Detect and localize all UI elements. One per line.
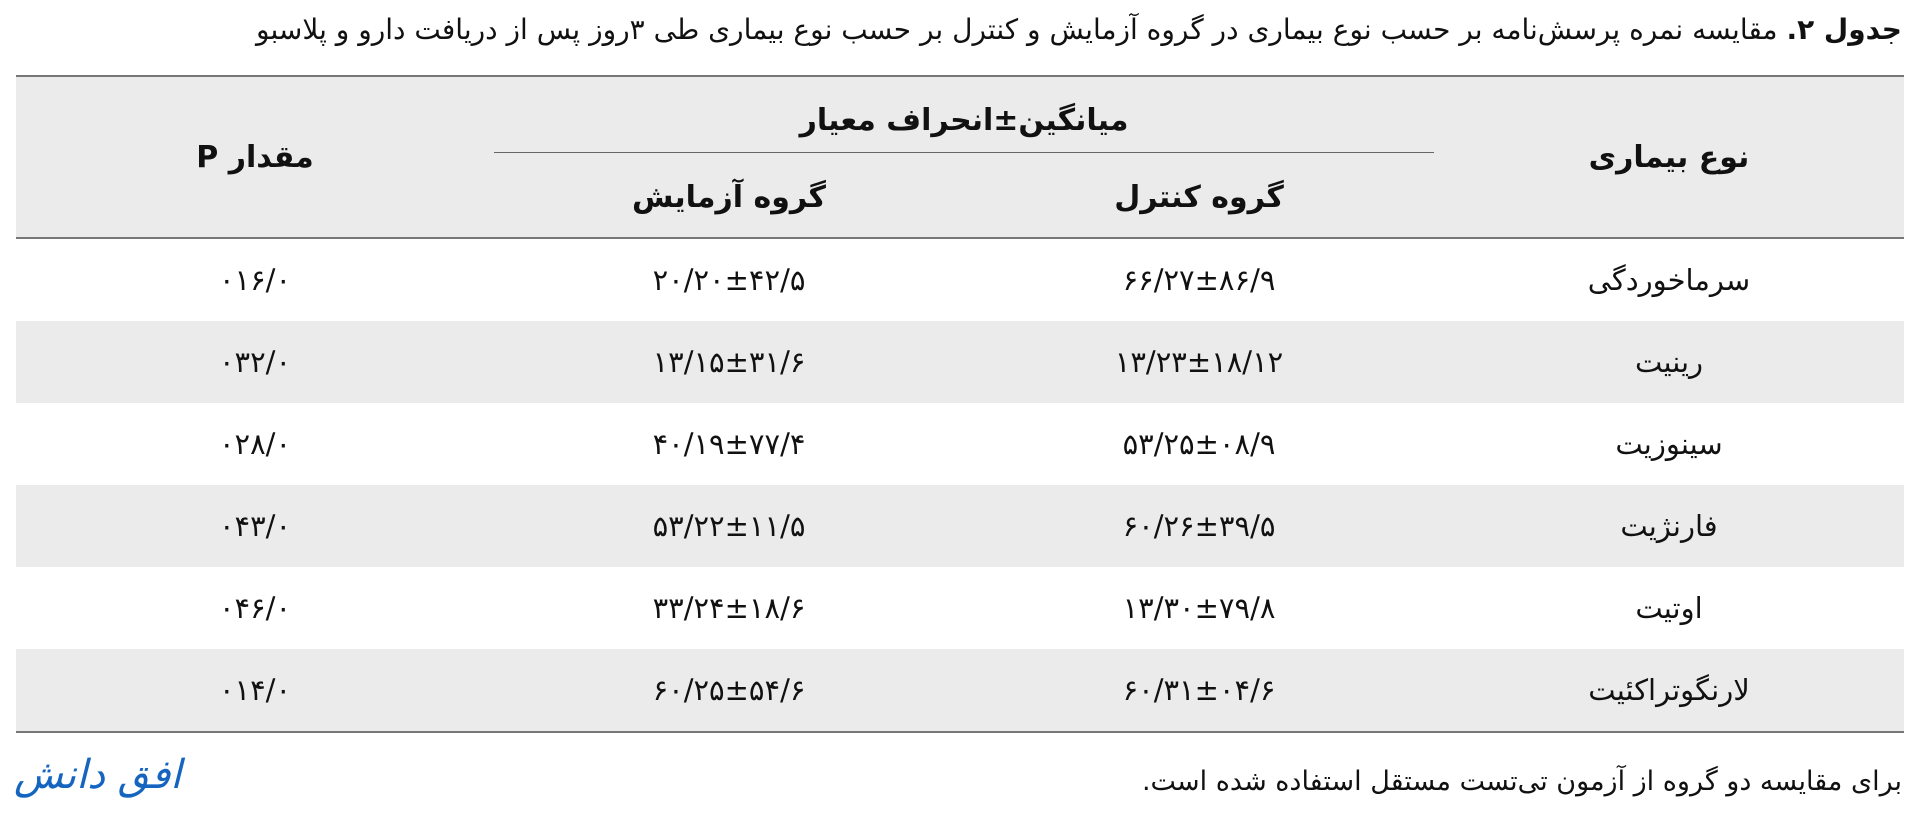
cell-disease: سرماخوردگی: [1587, 263, 1751, 297]
journal-logo: افق دانش: [14, 752, 182, 798]
table-header: [16, 76, 1904, 238]
header-mean-sd-label: میانگین±انحراف معیار: [494, 103, 1434, 153]
cell-control-value: ۶۰/۳۱±۰۴/۶: [1122, 673, 1276, 707]
cell-control-value: ۱۳/۳۰±۷۹/۸: [1122, 591, 1276, 625]
table-body: [16, 238, 1904, 732]
cell-control-value: ۵۳/۲۵±۰۸/۹: [1122, 427, 1276, 461]
header-disease: نوع بیماری: [1588, 139, 1750, 175]
cell-control: [964, 403, 1434, 485]
header-p-value: مقدار P: [196, 139, 314, 175]
table-row: [16, 238, 1904, 321]
cell-control: [964, 485, 1434, 567]
cell-experiment: [494, 485, 964, 567]
cell-disease: رینیت: [1634, 345, 1704, 379]
caption-lead: جدول ۲.: [1786, 13, 1902, 46]
cell-p: [16, 238, 494, 321]
cell-experiment: [494, 321, 964, 403]
cell-p-value: ۰۴۶/۰: [218, 591, 292, 625]
cell-control: [964, 649, 1434, 732]
table-footnote: برای مقایسه دو گروه از آزمون تی‌تست مستقل استفاده شده است.: [1141, 766, 1902, 797]
cell-p: [16, 649, 494, 732]
cell-experiment: [494, 649, 964, 732]
cell-experiment: [494, 403, 964, 485]
table-row: [16, 321, 1904, 403]
cell-experiment-value: ۴۰/۱۹±۷۷/۴: [652, 427, 806, 461]
cell-p-value: ۰۱۴/۰: [218, 673, 292, 707]
cell-experiment: [494, 567, 964, 649]
cell-control: [964, 567, 1434, 649]
cell-disease: سینوزیت: [1615, 427, 1723, 461]
table-row: [16, 649, 1904, 732]
table-caption: [18, 8, 1902, 52]
cell-experiment-value: ۵۳/۲۲±۱۱/۵: [652, 509, 806, 543]
cell-experiment-value: ۲۰/۲۰±۴۲/۵: [652, 263, 806, 297]
cell-experiment: [494, 238, 964, 321]
table-row: [16, 567, 1904, 649]
cell-p-value: ۰۲۸/۰: [218, 427, 292, 461]
cell-control-value: ۶۰/۲۶±۳۹/۵: [1122, 509, 1276, 543]
cell-control-value: ۶۶/۲۷±۸۶/۹: [1122, 263, 1276, 297]
header-experiment-group: گروه آزمایش: [632, 179, 826, 215]
cell-p: [16, 403, 494, 485]
cell-experiment-value: ۱۳/۱۵±۳۱/۶: [652, 345, 806, 379]
cell-control-value: ۱۳/۲۳±۱۸/۱۲: [1114, 345, 1284, 379]
cell-p: [16, 485, 494, 567]
cell-p: [16, 567, 494, 649]
results-table: [16, 75, 1904, 733]
header-row-1: [16, 76, 1904, 157]
header-control-group: گروه کنترل: [1114, 179, 1284, 215]
results-table-wrapper: [16, 75, 1904, 733]
table-row: [16, 485, 1904, 567]
cell-control: [964, 321, 1434, 403]
table-row: [16, 403, 1904, 485]
cell-p-value: ۰۱۶/۰: [218, 263, 292, 297]
cell-disease: اوتیت: [1635, 591, 1703, 625]
cell-p: [16, 321, 494, 403]
cell-experiment-value: ۶۰/۲۵±۵۴/۶: [652, 673, 806, 707]
header-mean-sd-group: [494, 76, 1434, 157]
cell-p-value: ۰۳۲/۰: [218, 345, 292, 379]
cell-disease: لارنگوتراکئیت: [1434, 649, 1904, 732]
cell-experiment-value: ۳۳/۲۴±۱۸/۶: [652, 591, 806, 625]
caption-text: مقایسه نمره پرسش‌نامه بر حسب نوع بیماری در گروه آزمایش و کنترل بر حسب نوع بیماری طی ۳روز پس از دریافت دارو و پلاسبو: [256, 13, 1787, 46]
cell-p-value: ۰۴۳/۰: [218, 509, 292, 543]
cell-control: [964, 238, 1434, 321]
cell-disease: فارنژیت: [1620, 509, 1718, 543]
